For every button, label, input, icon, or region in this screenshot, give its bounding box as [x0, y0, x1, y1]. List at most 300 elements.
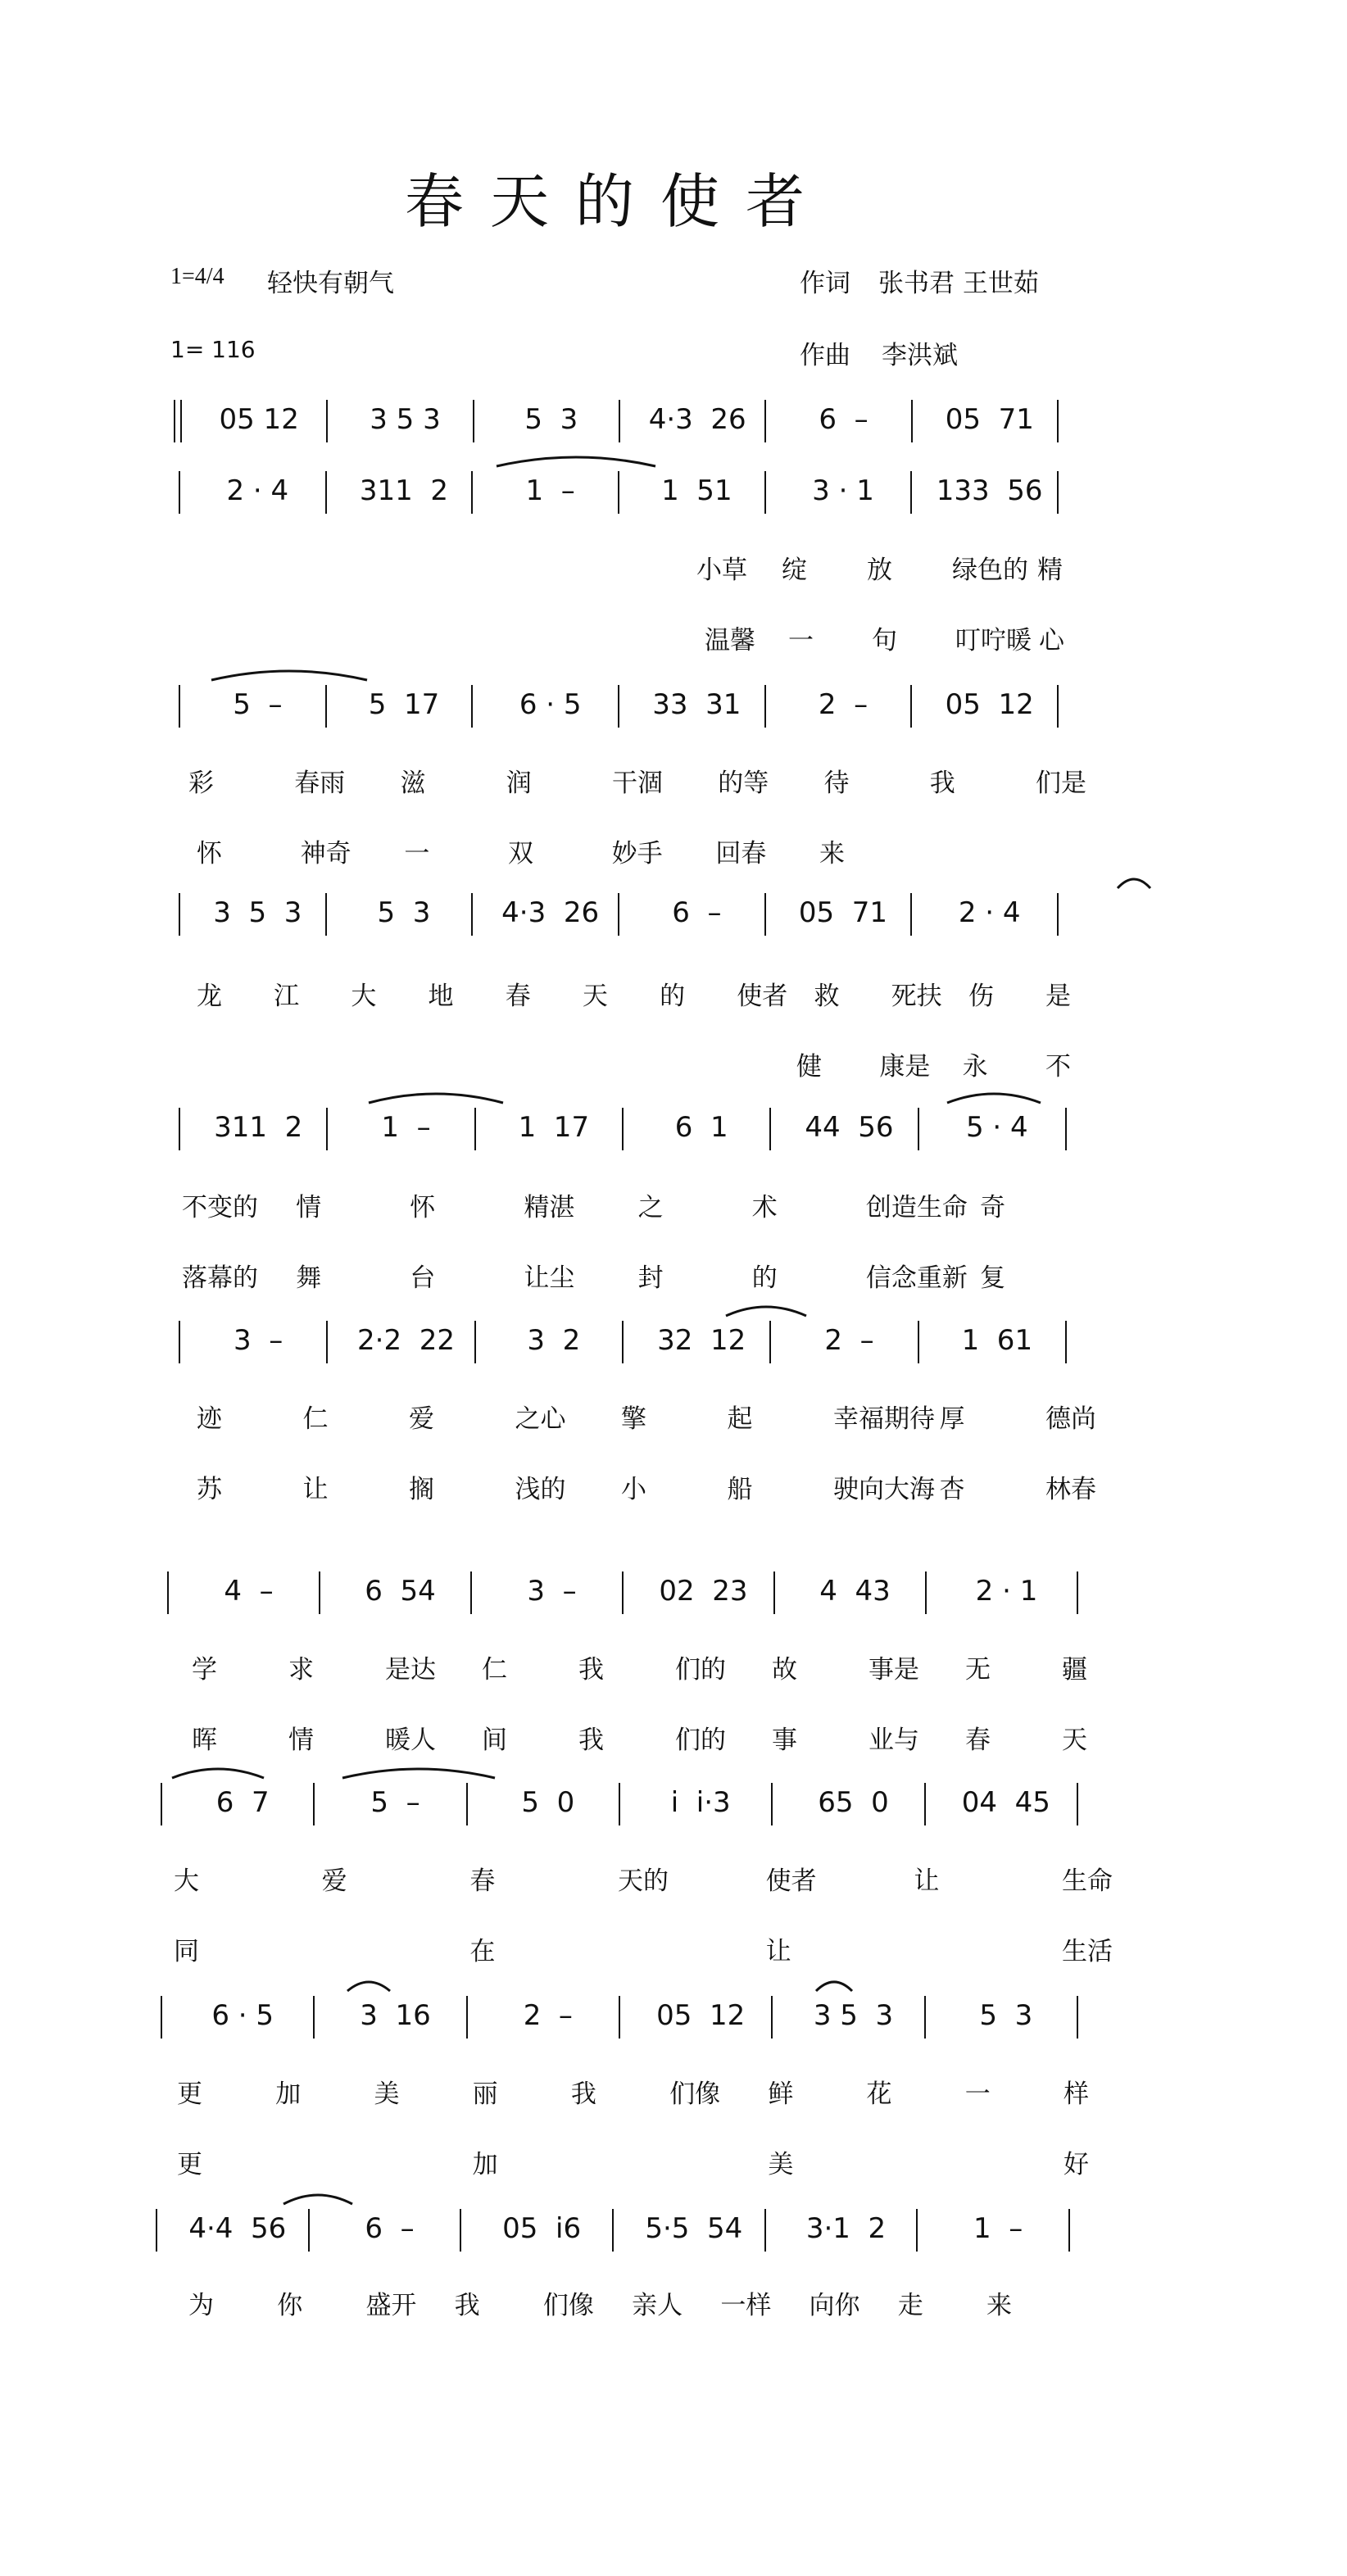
bar-line — [470, 1571, 472, 1614]
lyric-word: 更 — [177, 2150, 202, 2179]
bar-line — [308, 2209, 310, 2252]
lyric-word: 润 — [506, 769, 532, 798]
lyric-word: 加 — [472, 2150, 498, 2179]
lyric-word: 奇 — [980, 1193, 1005, 1222]
lyric-word: 滋 — [400, 769, 426, 798]
measure-notes: 05 71 — [798, 896, 888, 929]
bar-line — [771, 1783, 773, 1825]
lyric-word: 天 — [582, 982, 608, 1011]
bar-line — [911, 400, 913, 442]
lyric-word: 情 — [296, 1193, 322, 1222]
bar-line — [1065, 1108, 1067, 1150]
lyric-word: 样 — [1064, 2079, 1089, 2109]
measure-notes: i i·3 — [670, 1786, 731, 1819]
measure-notes: 311 2 — [214, 1111, 303, 1144]
lyric-line — [0, 619, 1347, 655]
measure-notes: 133 56 — [936, 474, 1043, 507]
notation-system — [0, 2209, 1347, 2258]
lyric-word: 双 — [508, 839, 533, 868]
measure-notes: 1 – — [973, 2212, 1023, 2245]
lyric-word: 小 — [621, 1475, 646, 1504]
measure-notes: 3 2 — [527, 1324, 581, 1357]
lyric-word: 妙手 — [611, 839, 663, 868]
lyric-word: 怀 — [197, 839, 222, 868]
lyric-word: 晖 — [192, 1726, 217, 1755]
notation-system — [0, 1108, 1347, 1157]
lyric-word: 封 — [637, 1263, 664, 1293]
measure-notes: 5 – — [233, 688, 283, 721]
bar-line — [326, 1108, 328, 1150]
measure-notes: 4·3 26 — [501, 896, 600, 929]
lyric-word: 台 — [410, 1263, 436, 1293]
bar-line — [916, 2209, 918, 2252]
lyric-word: 之 — [637, 1193, 664, 1222]
lyric-word: 绿色的 — [952, 556, 1028, 585]
slur-arc — [172, 1769, 264, 1778]
lyric-word: 疆 — [1062, 1655, 1087, 1685]
slur-arc — [816, 1982, 852, 1991]
measure-notes: 3 5 3 — [213, 896, 302, 929]
lyricist-label: 作词 — [800, 269, 850, 298]
lyric-word: 驶向大海 — [833, 1475, 935, 1504]
lyric-word: 来 — [819, 839, 845, 868]
lyric-word: 事 — [772, 1726, 797, 1755]
measure-notes: 4·3 26 — [648, 403, 746, 436]
lyric-word: 心 — [1039, 626, 1064, 655]
bar-line — [460, 2209, 461, 2252]
slur-arc — [1118, 879, 1150, 888]
bar-line — [326, 400, 328, 442]
measure-notes: 5·5 54 — [645, 2212, 743, 2245]
lyric-word: 的等 — [718, 769, 769, 798]
bar-line — [474, 1321, 476, 1363]
lyric-word: 放 — [867, 556, 892, 585]
lyric-word: 精湛 — [524, 1193, 575, 1222]
lyric-word: 小草 — [696, 556, 747, 585]
lyric-word: 无 — [965, 1655, 991, 1685]
bar-line — [179, 471, 180, 514]
bar-line — [471, 685, 473, 728]
lyric-word: 江 — [274, 982, 300, 1011]
bar-line — [313, 1996, 315, 2039]
lyric-word: 使者 — [765, 1866, 817, 1896]
lyric-line — [0, 2284, 1347, 2320]
bar-line — [471, 893, 473, 936]
bar-line — [474, 1108, 476, 1150]
lyric-word: 不 — [1045, 1052, 1071, 1082]
lyric-word: 术 — [751, 1193, 778, 1222]
lyric-word: 一样 — [720, 2291, 772, 2320]
slur-arc — [947, 1094, 1041, 1103]
lyric-word: 们的 — [675, 1726, 726, 1755]
lyric-word: 情 — [288, 1726, 314, 1755]
lyric-word: 亲人 — [632, 2291, 683, 2320]
measure-notes: 1 51 — [661, 474, 732, 507]
lyric-line — [0, 2143, 1347, 2179]
notation-system — [0, 893, 1347, 942]
lyric-word: 是达 — [385, 1655, 436, 1685]
lyric-word: 学 — [192, 1655, 217, 1685]
bar-line — [471, 471, 473, 514]
notation-system — [0, 1571, 1347, 1621]
notation-system — [0, 1321, 1347, 1370]
measure-notes: 02 23 — [659, 1575, 748, 1608]
measure-notes: 2 · 1 — [975, 1575, 1038, 1608]
lyric-word: 天的 — [618, 1866, 669, 1896]
bar-line — [769, 1108, 771, 1150]
lyric-word: 让 — [914, 1866, 940, 1896]
lyric-word: 林春 — [1045, 1475, 1096, 1504]
measure-notes: 5 0 — [521, 1786, 575, 1819]
slur-arc — [369, 1094, 503, 1103]
measure-notes: 3·1 2 — [805, 2212, 887, 2245]
lyric-word: 同 — [174, 1937, 199, 1966]
lyric-word: 们是 — [1036, 769, 1086, 798]
lyric-word: 美 — [768, 2150, 794, 2179]
slur-arc — [726, 1307, 806, 1316]
lyric-word: 创造生命 — [865, 1193, 968, 1222]
lyric-word: 一 — [404, 839, 430, 868]
key-signature: 1=4/4 — [170, 264, 224, 289]
lyric-word: 回春 — [715, 839, 767, 868]
bar-line — [618, 471, 619, 514]
lyric-word: 彩 — [188, 769, 214, 798]
tempo-marking: 1= 116 — [170, 336, 256, 363]
measure-notes: 33 31 — [652, 688, 742, 721]
lyric-word: 春雨 — [294, 769, 346, 798]
measure-notes: 04 45 — [961, 1786, 1050, 1819]
lyric-word: 我 — [929, 769, 955, 798]
lyric-word: 走 — [897, 2291, 923, 2320]
lyric-word: 在 — [469, 1937, 496, 1966]
bar-line — [764, 685, 766, 728]
bar-line — [326, 1321, 328, 1363]
lyric-word: 仁 — [482, 1655, 507, 1685]
lyric-word: 来 — [986, 2291, 1012, 2320]
bar-line — [325, 893, 327, 936]
lyric-word: 爱 — [409, 1404, 434, 1434]
lyric-word: 浅的 — [515, 1475, 566, 1504]
measure-notes: 6 7 — [215, 1786, 270, 1819]
lyric-word: 不变的 — [182, 1193, 258, 1222]
slur-arc — [211, 671, 367, 680]
lyric-word: 故 — [772, 1655, 797, 1685]
measure-notes: 2 · 4 — [226, 474, 289, 507]
measure-notes: 4 43 — [819, 1575, 891, 1608]
lyric-word: 的 — [751, 1263, 778, 1293]
lyric-word: 好 — [1064, 2150, 1089, 2179]
slur-arc — [347, 1982, 390, 1991]
bar-line — [773, 1571, 775, 1614]
lyric-word: 擎 — [621, 1404, 646, 1434]
measure-notes: 6 · 5 — [519, 688, 582, 721]
lyric-word: 我 — [578, 1726, 604, 1755]
lyric-word: 死扶 — [891, 982, 942, 1011]
measure-notes: 05 71 — [945, 403, 1034, 436]
lyric-word: 叮咛暖 — [955, 626, 1032, 655]
measure-notes: 1 – — [381, 1111, 431, 1144]
lyric-word: 盛开 — [365, 2291, 417, 2320]
lyric-word: 鲜 — [768, 2079, 794, 2109]
bar-line — [179, 1108, 180, 1150]
lyric-word: 暖人 — [385, 1726, 436, 1755]
bar-line — [167, 1571, 169, 1614]
lyric-line — [0, 549, 1347, 585]
bar-line — [910, 685, 912, 728]
bar-line — [918, 1321, 919, 1363]
notation-system — [0, 1996, 1347, 2045]
measure-notes: 311 2 — [359, 474, 449, 507]
bar-line — [313, 1783, 315, 1825]
bar-line — [466, 1783, 468, 1825]
notation-system — [0, 685, 1347, 734]
bar-line — [174, 400, 175, 442]
bar-line — [1068, 2209, 1070, 2252]
mood-marking: 轻快有朝气 — [267, 269, 394, 298]
lyric-line — [0, 1398, 1347, 1434]
bar-line — [771, 1996, 773, 2039]
lyric-word: 怀 — [410, 1193, 436, 1222]
lyric-word: 温馨 — [705, 626, 755, 655]
lyric-word: 大 — [174, 1866, 199, 1896]
measure-notes: 6 · 5 — [211, 1999, 274, 2032]
measure-notes: 05 12 — [945, 688, 1034, 721]
lyric-word: 爱 — [321, 1866, 347, 1896]
lyric-word: 让 — [765, 1937, 791, 1966]
bar-line — [180, 400, 182, 442]
slur-arc — [283, 2195, 352, 2204]
lyric-line — [0, 1468, 1347, 1504]
lyric-line — [0, 2073, 1347, 2109]
lyric-line — [0, 1045, 1347, 1082]
bar-line — [910, 471, 912, 514]
measure-notes: 1 – — [525, 474, 575, 507]
slur-arc — [497, 457, 655, 466]
lyric-line — [0, 975, 1347, 1011]
lyric-word: 向你 — [809, 2291, 860, 2320]
song-title: 春天的使者 — [405, 167, 832, 236]
lyric-word: 仁 — [302, 1404, 329, 1434]
lyric-word: 救 — [814, 982, 840, 1011]
bar-line — [764, 471, 766, 514]
bar-line — [1077, 1571, 1078, 1614]
lyric-word: 天 — [1062, 1726, 1087, 1755]
measure-notes: 3 – — [527, 1575, 577, 1608]
bar-line — [473, 400, 474, 442]
measure-notes: 44 56 — [805, 1111, 894, 1144]
lyric-word: 复 — [980, 1263, 1005, 1293]
lyric-word: 康是 — [879, 1052, 931, 1082]
lyric-word: 春 — [469, 1866, 496, 1896]
measure-notes: 3 · 1 — [812, 474, 874, 507]
measure-notes: 6 – — [672, 896, 722, 929]
bar-line — [466, 1996, 468, 2039]
measure-notes: 65 0 — [818, 1786, 889, 1819]
bar-line — [1057, 400, 1059, 442]
lyric-word: 使者 — [737, 982, 788, 1011]
composer-name: 李洪斌 — [882, 341, 958, 370]
lyric-word: 们的 — [675, 1655, 726, 1685]
lyric-word: 的 — [660, 982, 686, 1011]
lyric-word: 间 — [482, 1726, 507, 1755]
lyric-line — [0, 1257, 1347, 1293]
measure-notes: 2 – — [824, 1324, 874, 1357]
measure-notes: 2 · 4 — [958, 896, 1021, 929]
lyric-word: 事是 — [869, 1655, 919, 1685]
lyric-word: 船 — [727, 1475, 753, 1504]
lyricist-names: 张书君 王世茹 — [878, 269, 1039, 298]
bar-line — [1077, 1996, 1078, 2039]
measure-notes: 3 – — [234, 1324, 283, 1357]
lyric-word: 干涸 — [612, 769, 663, 798]
bar-line — [618, 893, 619, 936]
measure-notes: 5 3 — [979, 1999, 1033, 2032]
lyric-word: 让 — [302, 1475, 329, 1504]
measure-notes: 6 54 — [365, 1575, 436, 1608]
lyric-word: 花 — [866, 2079, 892, 2109]
lyric-word: 生命 — [1062, 1866, 1113, 1896]
bar-line — [325, 685, 327, 728]
bar-line — [156, 2209, 157, 2252]
bar-line — [764, 2209, 766, 2252]
lyric-word: 伤 — [968, 982, 994, 1011]
bar-line — [618, 685, 619, 728]
notation-system — [0, 400, 1347, 449]
measure-notes: 5 – — [370, 1786, 420, 1819]
bar-line — [924, 1783, 926, 1825]
lyric-word: 我 — [454, 2291, 480, 2320]
lyric-word: 更 — [177, 2079, 202, 2109]
lyric-word: 德尚 — [1045, 1404, 1096, 1434]
lyric-word: 厚 — [939, 1404, 965, 1434]
lyric-word: 我 — [578, 1655, 604, 1685]
lyric-word: 让尘 — [524, 1263, 575, 1293]
bar-line — [622, 1571, 624, 1614]
lyric-word: 绽 — [782, 556, 807, 585]
measure-notes: 05 12 — [656, 1999, 746, 2032]
lyric-word: 一 — [788, 626, 814, 655]
lyric-word: 加 — [275, 2079, 302, 2109]
bar-line — [619, 1783, 620, 1825]
lyric-line — [0, 1860, 1347, 1896]
lyric-word: 们像 — [542, 2291, 594, 2320]
bar-line — [1077, 1783, 1078, 1825]
lyric-word: 苏 — [197, 1475, 222, 1504]
lyric-word: 起 — [727, 1404, 753, 1434]
measure-notes: 4·4 56 — [188, 2212, 287, 2245]
bar-line — [619, 400, 620, 442]
bar-line — [179, 1321, 180, 1363]
lyric-word: 一 — [964, 2079, 991, 2109]
lyric-line — [0, 1930, 1347, 1966]
measure-notes: 05 i6 — [502, 2212, 582, 2245]
bar-line — [924, 1996, 926, 2039]
lyric-word: 春 — [965, 1726, 991, 1755]
measure-notes: 3 5 3 — [813, 1999, 894, 2032]
measure-notes: 32 12 — [657, 1324, 746, 1357]
lyric-line — [0, 832, 1347, 868]
lyric-word: 幸福期待 — [833, 1404, 935, 1434]
lyric-word: 落幕的 — [182, 1263, 258, 1293]
lyric-word: 大 — [351, 982, 377, 1011]
composer-label: 作曲 — [800, 341, 850, 370]
notation-system — [0, 471, 1347, 520]
lyric-line — [0, 1649, 1347, 1685]
bar-line — [918, 1108, 919, 1150]
lyric-word: 生活 — [1062, 1937, 1113, 1966]
bar-line — [1065, 1321, 1067, 1363]
lyric-word: 美 — [374, 2079, 400, 2109]
lyric-word: 迹 — [197, 1404, 222, 1434]
measure-notes: 3 16 — [360, 1999, 431, 2032]
bar-line — [622, 1108, 624, 1150]
bar-line — [764, 400, 766, 442]
bar-line — [612, 2209, 614, 2252]
lyric-word: 业与 — [869, 1726, 919, 1755]
measure-notes: 1 17 — [518, 1111, 590, 1144]
lyric-word: 求 — [288, 1655, 314, 1685]
lyric-line — [0, 1719, 1347, 1755]
lyric-word: 句 — [872, 626, 897, 655]
lyric-word: 神奇 — [300, 839, 351, 868]
bar-line — [1057, 893, 1059, 936]
measure-notes: 3 5 3 — [370, 403, 441, 436]
measure-notes: 1 61 — [961, 1324, 1033, 1357]
bar-line — [619, 1996, 620, 2039]
lyric-word: 为 — [188, 2291, 214, 2320]
bar-line — [161, 1996, 162, 2039]
lyric-word: 待 — [823, 769, 850, 798]
lyric-word: 搁 — [409, 1475, 434, 1504]
lyric-word: 之心 — [515, 1404, 566, 1434]
lyric-word: 你 — [277, 2291, 303, 2320]
bar-line — [179, 685, 180, 728]
lyric-word: 健 — [796, 1052, 822, 1082]
lyric-word: 是 — [1045, 982, 1071, 1011]
lyric-word: 丽 — [472, 2079, 498, 2109]
measure-notes: 6 – — [365, 2212, 415, 2245]
measure-notes: 2 – — [818, 688, 869, 721]
bar-line — [319, 1571, 320, 1614]
bar-line — [1057, 471, 1059, 514]
measure-notes: 05 12 — [219, 403, 299, 436]
bar-line — [161, 1783, 162, 1825]
bar-line — [622, 1321, 624, 1363]
measure-notes: 5 3 — [377, 896, 431, 929]
slur-arc — [342, 1769, 495, 1778]
notation-system — [0, 1783, 1347, 1832]
measure-notes: 6 – — [819, 403, 869, 436]
bar-line — [925, 1571, 927, 1614]
lyric-word: 地 — [428, 982, 454, 1011]
lyric-word: 精 — [1037, 556, 1063, 585]
lyric-word: 永 — [962, 1052, 988, 1082]
lyric-line — [0, 1186, 1347, 1222]
measure-notes: 4 – — [224, 1575, 274, 1608]
lyric-word: 我 — [570, 2079, 596, 2109]
lyric-word: 杏 — [939, 1475, 965, 1504]
measure-notes: 2 – — [523, 1999, 573, 2032]
lyric-word: 龙 — [197, 982, 222, 1011]
lyric-word: 春 — [505, 982, 531, 1011]
bar-line — [769, 1321, 771, 1363]
bar-line — [764, 893, 766, 936]
measure-notes: 5 · 4 — [965, 1111, 1028, 1144]
bar-line — [1057, 685, 1059, 728]
measure-notes: 5 3 — [524, 403, 578, 436]
bar-line — [325, 471, 327, 514]
bar-line — [179, 893, 180, 936]
